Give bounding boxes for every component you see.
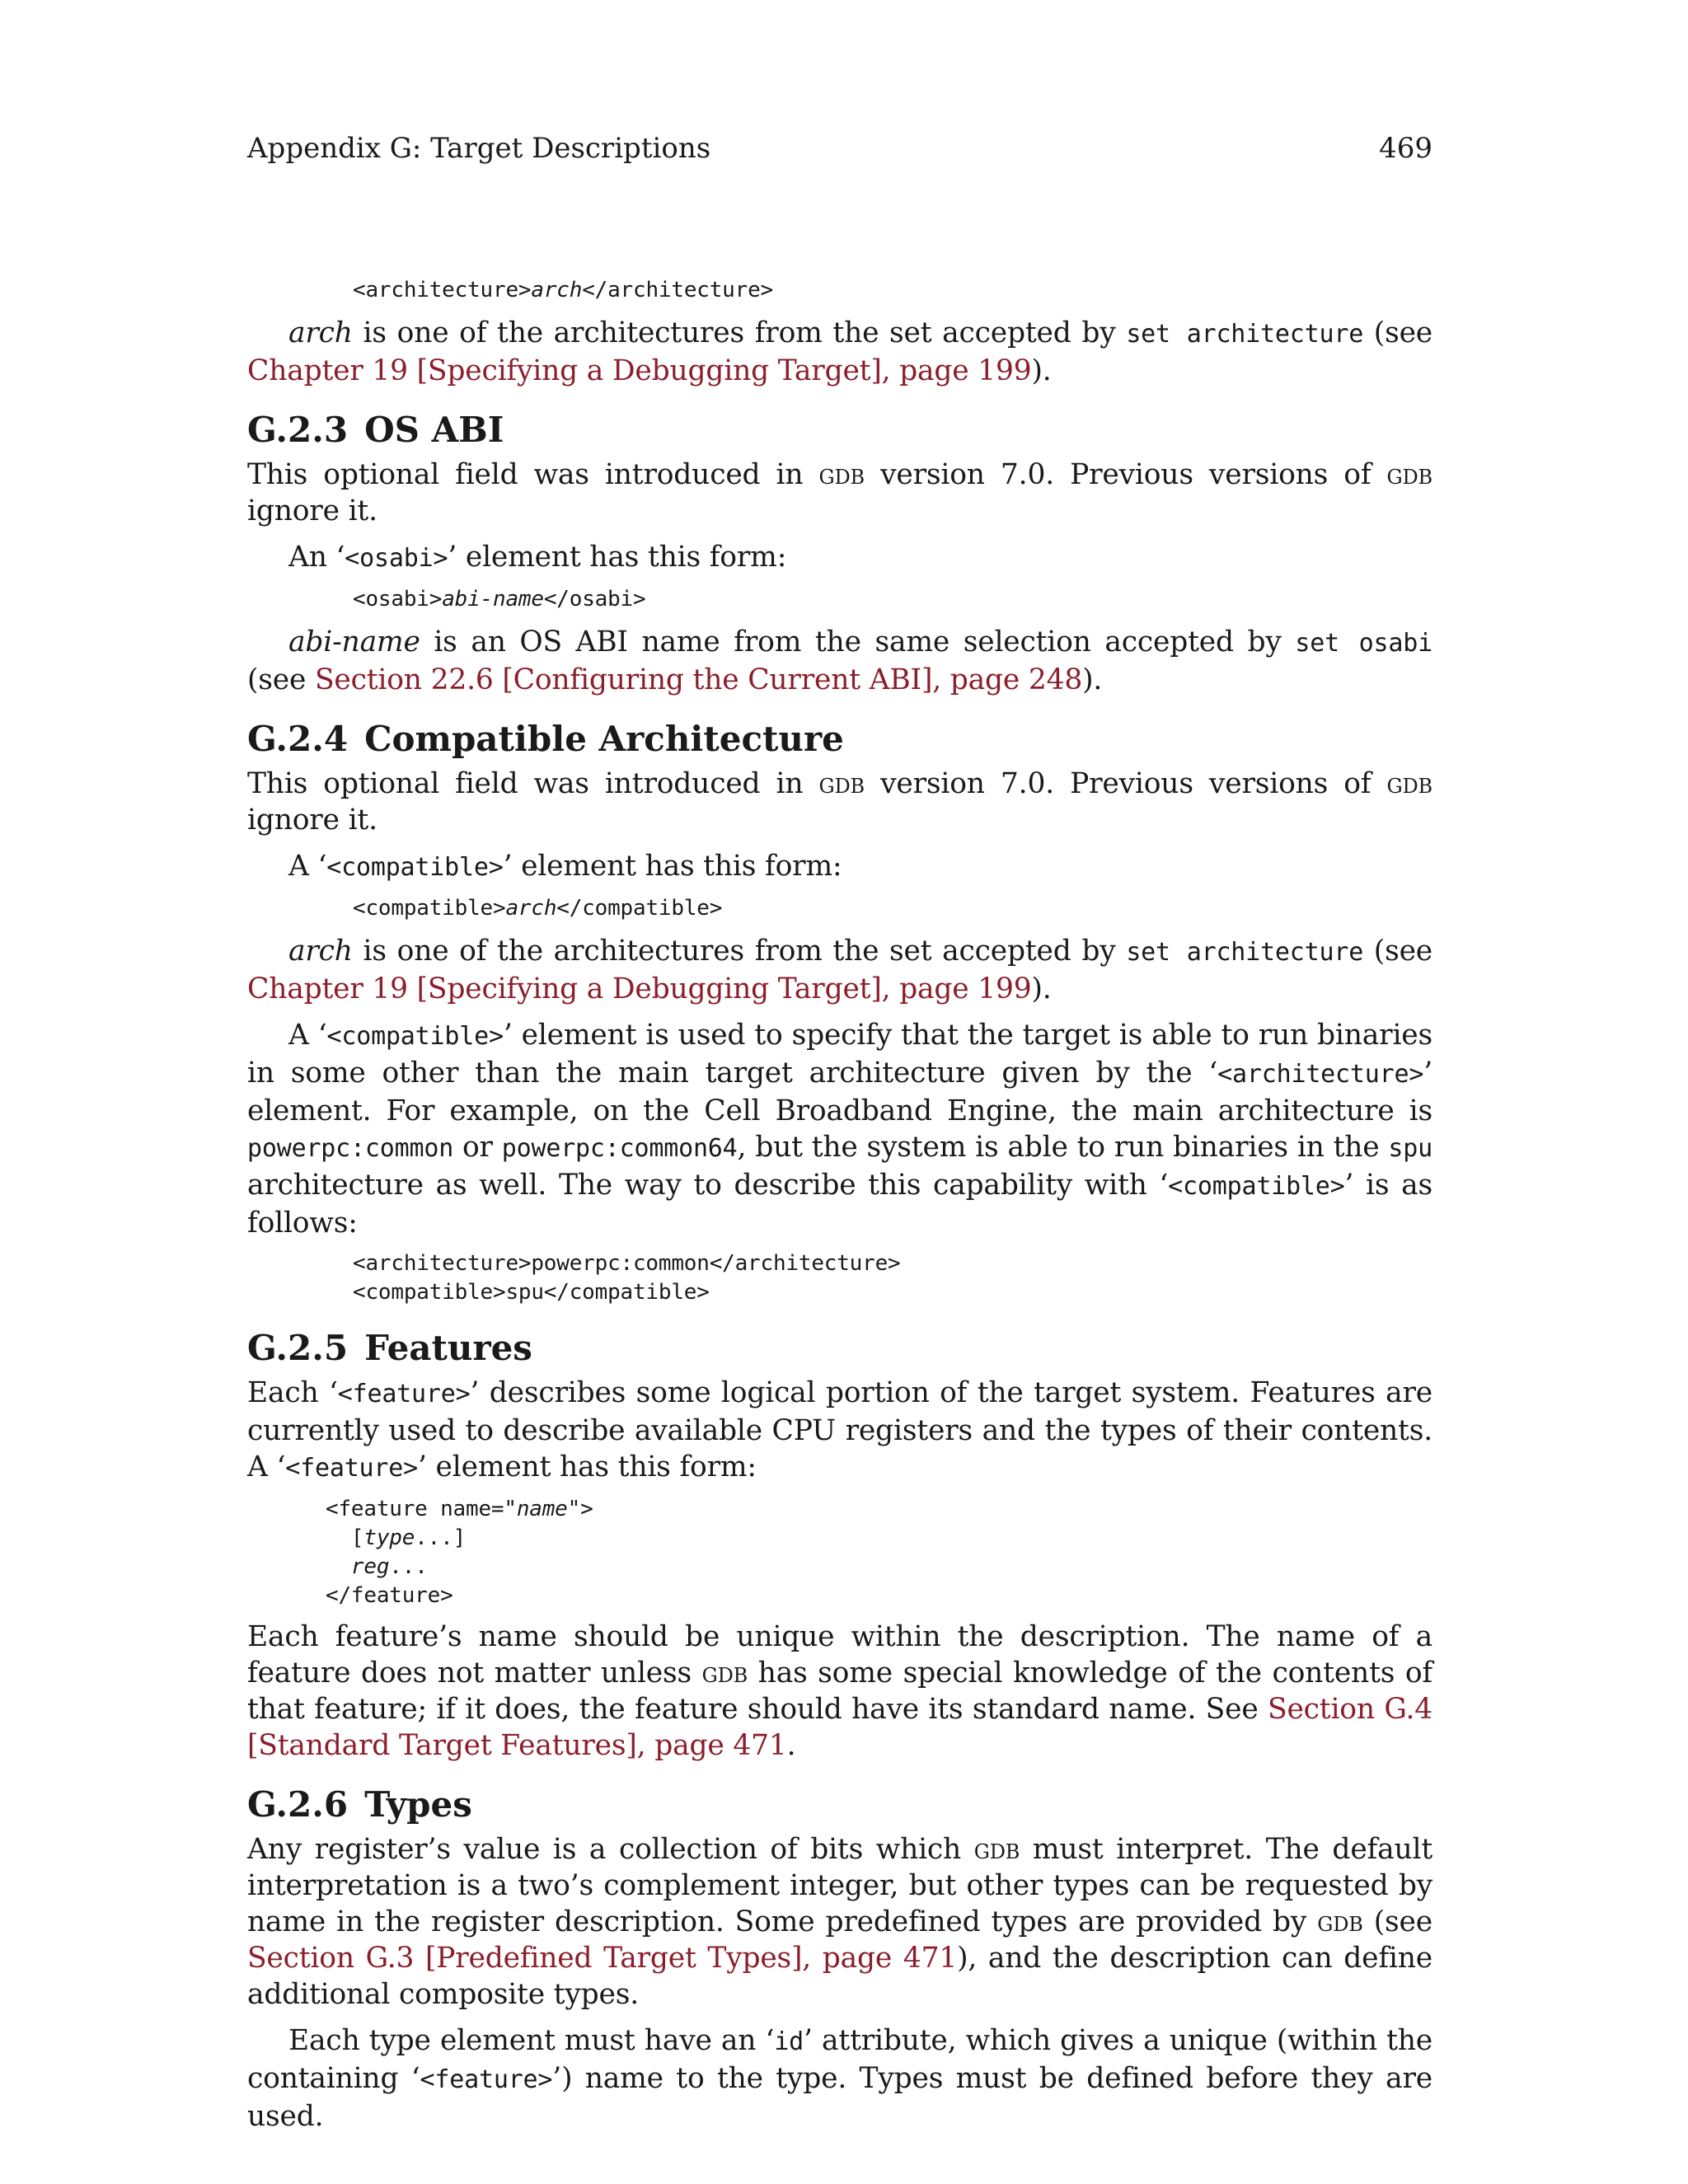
code-architecture: <architecture>arch</architecture> (353, 278, 773, 302)
paragraph-compatible-usage: A ‘<compatible>’ element is used to specify that the target is able to run binaries in some other than the main target architecture given by the ‘<architecture>’ element. For example, on the Cell Broadband Engine, the main architecture is powerpc:common or powerpc:common64, but the system is able to run binaries in the spu architecture as well. The way to describe this capability with ‘<compatible>’ is as follows: (247, 1019, 1432, 1240)
paragraph-type-id: Each type element must have an ‘id’ attribute, which gives a unique (within the containing ‘<feature>’) name to the type. Types must be defined before they are used. (247, 2024, 1432, 2133)
paragraph-compatible-arch: arch is one of the architectures from the set accepted by set architecture (see Chapter 19 [Specifying a Debugging Target], page 199). (247, 935, 1433, 1005)
xref-chapter-19-b[interactable]: Chapter 19 [Specifying a Debugging Target], page 199 (247, 972, 1032, 1005)
xref-section-g-4[interactable]: Section G.4 [Standard Target Features], page 471 (247, 1693, 1432, 1762)
header-title: Appendix G: Target Descriptions (247, 132, 711, 165)
document-body (247, 268, 1432, 2135)
running-header (247, 132, 1432, 165)
paragraph-osabi-intro: This optional field was introduced in gdb version 7.0. Previous versions of gdb ignore it. (247, 458, 1432, 527)
xref-section-g-3[interactable]: Section G.3 [Predefined Target Types], page 471 (247, 1942, 958, 1975)
paragraph-types-intro: Any register’s value is a collection of bits which gdb must interpret. The default interpretation is a two’s complement integer, but other types can be requested by name in the register description. Some predefined types are provided by gdb (see Section G.3 [Predefined Target Types], page 471), and the description can define additional composite types. (247, 1833, 1432, 2011)
paragraph-features-intro: Each ‘<feature>’ describes some logical portion of the target system. Features are currently used to describe available CPU registers and the types of their contents. A ‘<feature>’ element has this form: (247, 1376, 1433, 1483)
section-heading-os-abi: G.2.3 OS ABI (247, 410, 504, 450)
paragraph-feature-name: Each feature’s name should be unique within the description. The name of a feature does not matter unless gdb has some special knowledge of the contents of that feature; if it does, the feature should have its standard name. See Section G.4 [Standard Target Features], page 471. (247, 1620, 1432, 1762)
page-number: 469 (1379, 132, 1432, 165)
code-cell-example: <architecture>powerpc:common</architecture> <compatible>spu</compatible> (353, 1251, 901, 1305)
paragraph-compatible-intro: This optional field was introduced in gdb version 7.0. Previous versions of gdb ignore it. (247, 767, 1432, 837)
paragraph-compatible-form: A ‘<compatible>’ element has this form: (288, 850, 842, 883)
paragraph-abi-name: abi-name is an OS ABI name from the same selection accepted by set osabi (see Section 22.6 [Configuring the Current ABI], page 248). (247, 626, 1432, 696)
xref-chapter-19[interactable]: Chapter 19 [Specifying a Debugging Target], page 199 (247, 354, 1032, 387)
code-osabi: <osabi>abi-name</osabi> (353, 587, 646, 612)
paragraph-arch: arch is one of the architectures from the set accepted by set architecture (see Chapter 19 [Specifying a Debugging Target], page 199). (247, 316, 1433, 387)
section-heading-features: G.2.5 Features (247, 1328, 532, 1368)
section-heading-compatible-architecture: G.2.4 Compatible Architecture (247, 719, 844, 759)
code-compatible: <compatible>arch</compatible> (353, 896, 723, 921)
xref-section-22-6[interactable]: Section 22.6 [Configuring the Current ABI], page 248 (314, 663, 1083, 696)
paragraph-osabi-form: An ‘<osabi>’ element has this form: (288, 541, 787, 574)
code-feature-form: <feature name="name"> [type...] reg... </feature> (326, 1497, 593, 1608)
section-heading-types: G.2.6 Types (247, 1784, 472, 1825)
